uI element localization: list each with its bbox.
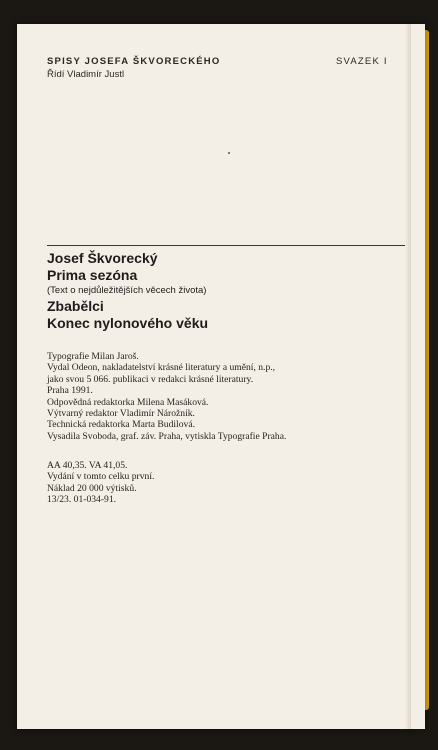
ink-speck xyxy=(228,152,230,154)
stats-line: Náklad 20 000 výtisků. xyxy=(47,482,137,494)
imprint-line: Odpovědná redaktorka Milena Masáková. xyxy=(47,396,209,408)
title-block xyxy=(47,250,208,332)
stats-line: Vydání v tomto celku první. xyxy=(47,471,155,483)
author-name: Josef Škvorecký xyxy=(47,250,158,266)
work-title-3: Konec nylonového věku xyxy=(47,315,209,331)
work-title-1: Prima sezóna xyxy=(47,267,138,283)
imprint-line: Praha 1991. xyxy=(47,385,93,397)
title-rule xyxy=(47,245,405,246)
stats-line: AA 40,35. VA 41,05. xyxy=(47,460,128,471)
series-editor: Řídí Vladimír Justl xyxy=(47,69,125,80)
series-title: SPISY JOSEFA ŠKVORECKÉHO xyxy=(47,56,221,67)
imprint-line: Technická redaktorka Marta Budilová. xyxy=(47,419,195,431)
imprint-line: Výtvarný redaktor Vladimír Nárožník. xyxy=(47,408,195,420)
page-edge-shadow xyxy=(405,24,411,729)
work-subtitle-1: (Text o nejdůležitějších věcech života) xyxy=(47,285,207,296)
imprint-line: jako svou 5 066. publikaci v redakci krásné literatury. xyxy=(47,373,254,385)
volume-number: SVAZEK I xyxy=(336,56,388,67)
imprint-line: Vydal Odeon, nakladatelství krásné literatury a umění, n.p., xyxy=(47,362,276,374)
work-title-2: Zbabělci xyxy=(47,298,104,314)
imprint-line: Typografie Milan Jaroš. xyxy=(47,351,139,362)
stats-line: 13/23. 01-034-91. xyxy=(47,494,117,506)
print-stats-block xyxy=(47,460,154,506)
imprint-line: Vysadila Svoboda, graf. záv. Praha, vytiskla Typografie Praha. xyxy=(47,430,287,442)
imprint-block xyxy=(47,351,286,442)
